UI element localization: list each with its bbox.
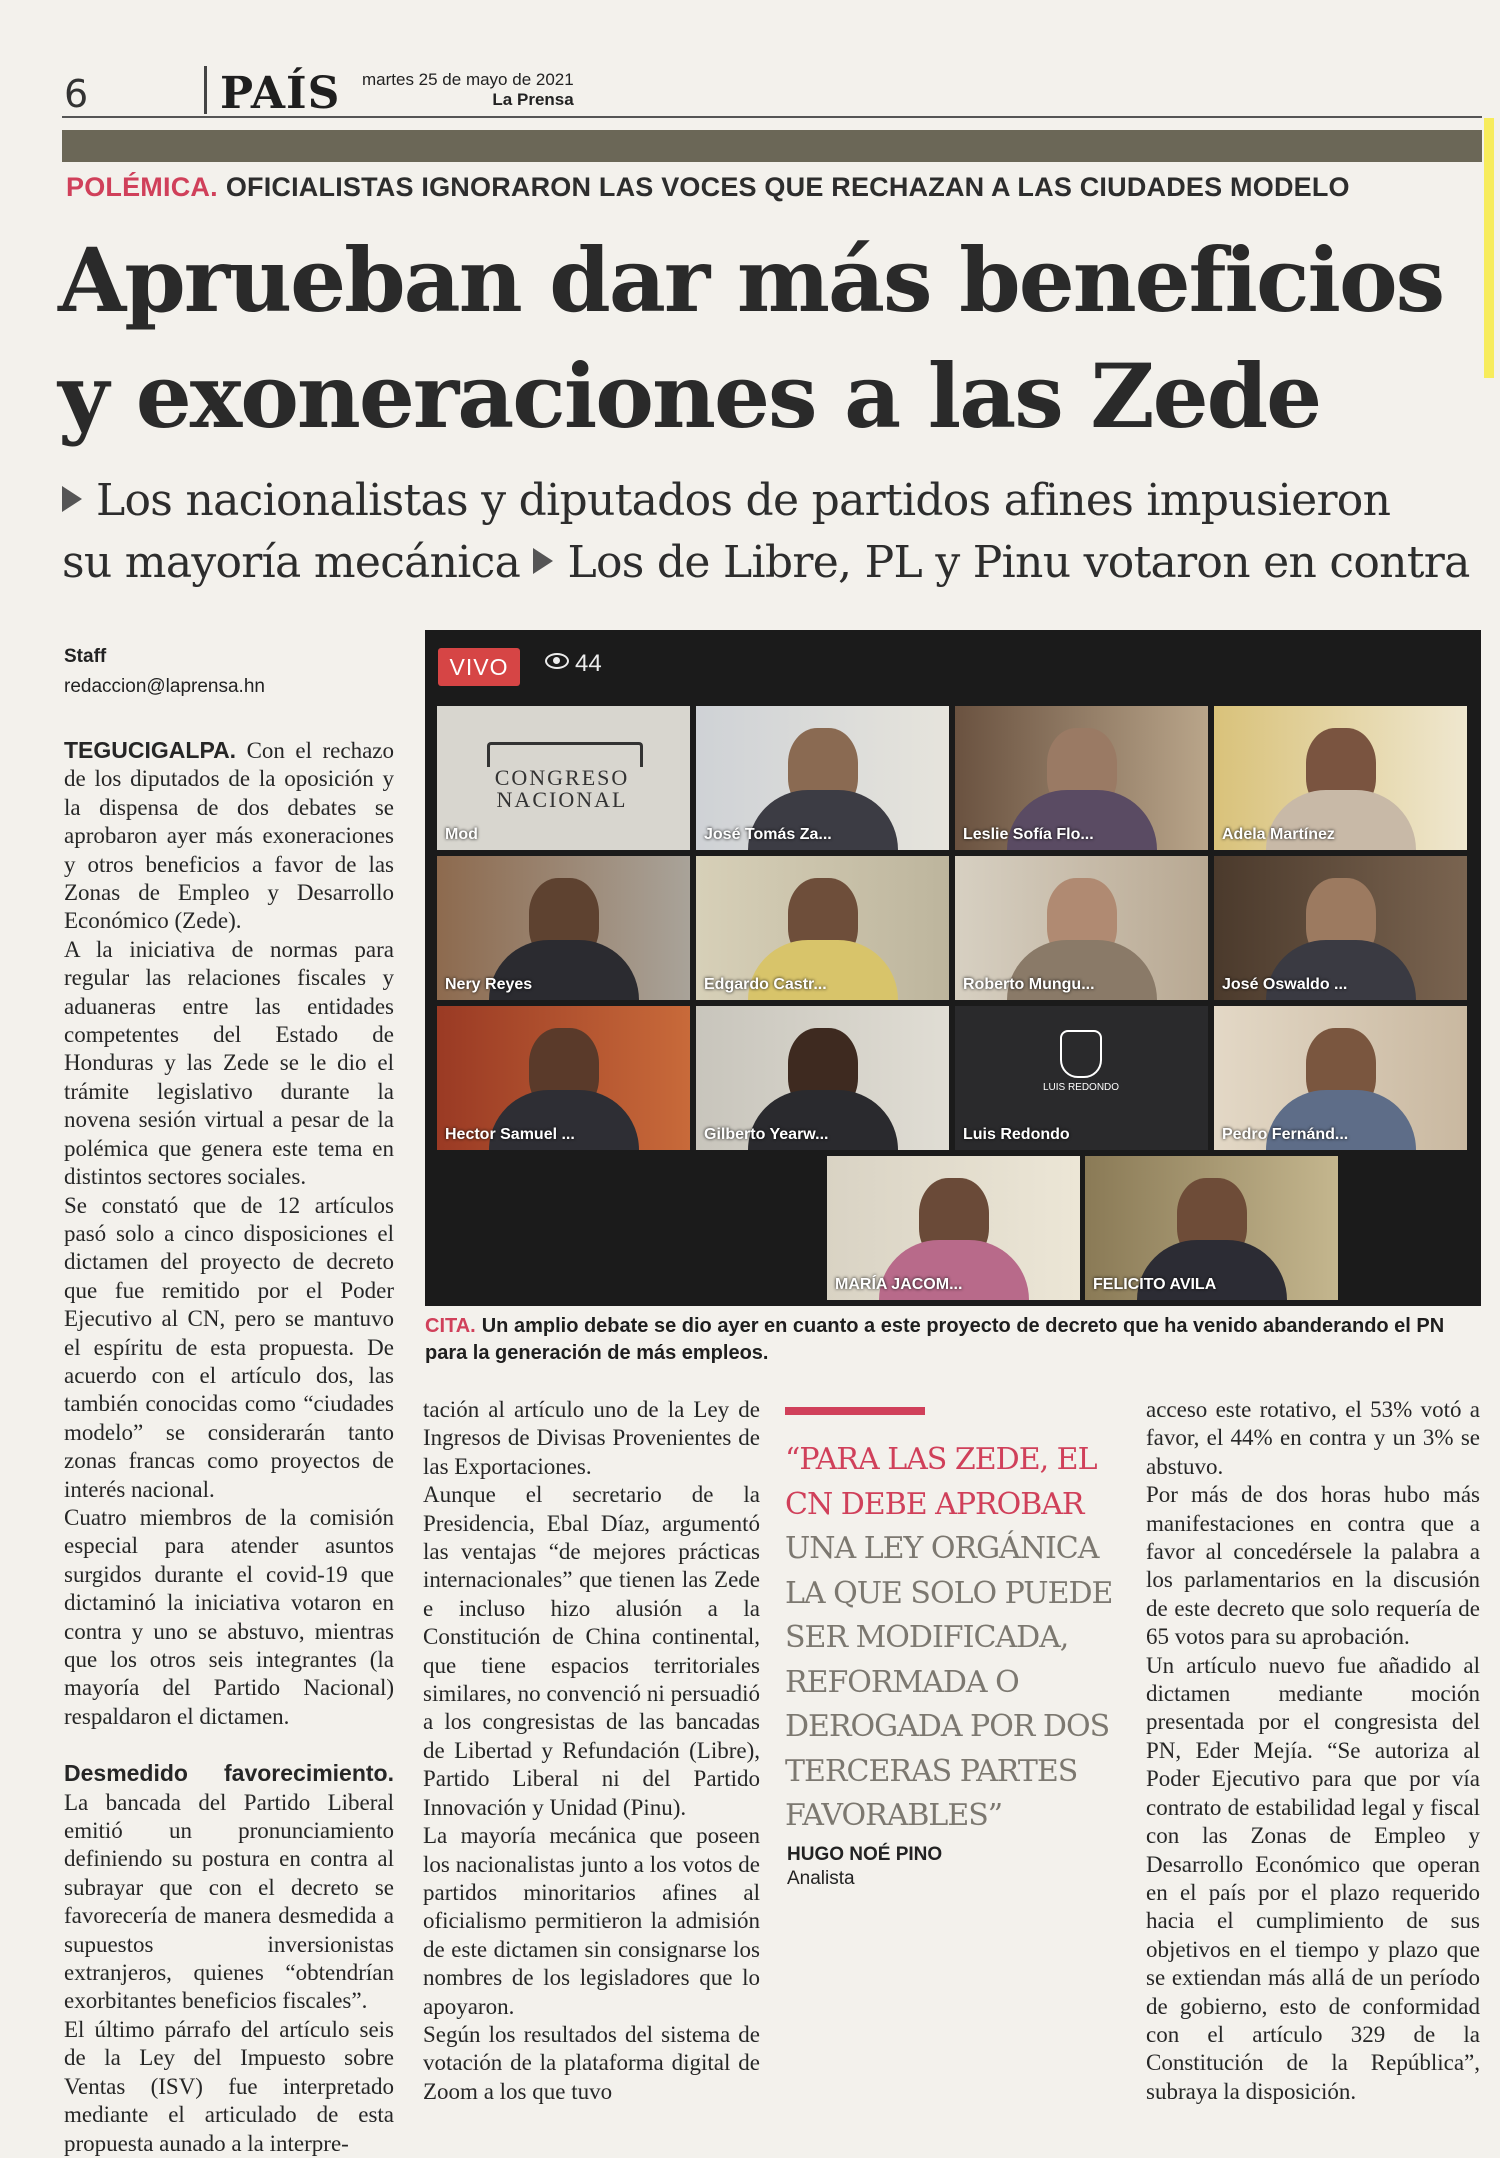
- page-header: [62, 58, 1482, 118]
- deck-text-1: Los nacionalistas y diputados de partidos afines impusieron: [96, 475, 1391, 526]
- paragraph-text: Con el rechazo de los diputados de la oposición y la dispensa de dos debates se aprobaron ayer más exoneraciones y otros beneficios a favor de las Zonas de Empleo y Desarrollo Económico (Zede).: [64, 738, 395, 934]
- deck-line-2: [62, 532, 1492, 594]
- publication-name: La Prensa: [492, 90, 574, 109]
- paragraph: [64, 1759, 394, 2016]
- participant-name: Edgardo Castr...: [704, 976, 827, 993]
- issue-date: martes 25 de mayo de 2021: [362, 70, 574, 89]
- kicker: [66, 172, 1350, 203]
- congreso-logo: [477, 742, 647, 811]
- eye-icon: [545, 653, 569, 669]
- paragraph: A la iniciativa de normas para regular las relaciones fiscales y aduaneras entre las entidades competentes del Estado de Honduras y las Zede se le dio el trámite legislativo durante la novena sesión virtual a pesar de la polémica que genera este tema en distintos sectores sociales.: [64, 936, 394, 1190]
- triangle-bullet-icon: [533, 548, 553, 574]
- participant-name: FELICITO AVILA: [1093, 1276, 1217, 1293]
- participant-name: Gilberto Yearw...: [704, 1126, 829, 1143]
- byline: [64, 642, 265, 702]
- paragraph: Según los resultados del sistema de votación de la plataforma digital de Zoom a los que tuvo: [423, 2021, 760, 2104]
- participant-tile: [437, 856, 690, 1000]
- host-logo: [1041, 1030, 1121, 1093]
- paragraph: Un artículo nuevo fue añadido al dictamen mediante moción presentada por el congresista del PN, Eder Mejía. “Se autoriza al Poder Ejecutivo para que por vía contrato de estabilidad legal y fiscal con las Zonas de Empleo y Desarrollo Económico que operan en el país por el plazo requerido hacia el cumplimiento de sus objetivos en el tiempo y plazo que se extiendan más allá de un período de gobierno, esto de conformidad con el artículo 329 de la Constitución de la República”, subraya la disposición.: [1146, 1652, 1480, 2104]
- paragraph: Por más de dos horas hubo más manifestaciones en contra que a favor al concedérsele la palabra a los parlamentarios en la discusión de este decreto que solo requería de 65 votos para su aprobación.: [1146, 1482, 1480, 1650]
- participant-name: Mod: [445, 826, 478, 843]
- paragraph: [64, 736, 394, 936]
- page-number: 6: [64, 72, 89, 116]
- photo-caption: [425, 1313, 1485, 1367]
- session-photo: [425, 630, 1481, 1306]
- caption-label: CITA.: [425, 1315, 476, 1337]
- triangle-bullet-icon: [62, 486, 82, 512]
- deck: [62, 470, 1492, 594]
- viewer-count: [545, 650, 602, 678]
- headline: [58, 222, 1498, 454]
- deck-text-2: su mayoría mecánica: [62, 537, 521, 588]
- quote-author: HUGO NOÉ PINO: [787, 1844, 943, 1865]
- paragraph: El último párrafo del artículo seis de la Ley del Impuesto sobre Ventas (ISV) fue interpretado mediante el articulado de esta propuesta aunado a la interpre-: [64, 2016, 394, 2156]
- paragraph: Aunque el secretario de la Presidencia, Ebal Díaz, argumentó las ventajas “de mejores prácticas internacionales” que tienen las Zede e incluso hizo alusión a la Constitución de China continental, que tiene espacios territoriales similares, no convenció ni persuadió a los congresistas de las bancadas de Libertad y Refundación (Libre), Partido Liberal ni del Partido Innovación y Unidad (Pinu).: [423, 1482, 760, 1820]
- pull-quote: [785, 1438, 1115, 1839]
- caption-text: Un amplio debate se dio ayer en cuanto a este proyecto de decreto que ha venido abanderando el PN para la generación de más empleos.: [425, 1315, 1445, 1364]
- byline-author: Staff: [64, 646, 107, 667]
- participant-tile: [1214, 1006, 1467, 1150]
- participant-tile: [437, 1006, 690, 1150]
- participant-name: MARÍA JACOM...: [835, 1276, 963, 1293]
- participant-name: Adela Martínez: [1222, 826, 1335, 843]
- paragraph: Se constató que de 12 artículos pasó solo a cinco disposiciones el dictamen del proyecto de decreto que fue remitido por el Poder Ejecutivo al CN, pero se mantuvo el espíritu de esta propuesta. De acuerdo con el artículo dos, las también conocidas como “ciudades modelo” se considerarán tanto zonas francas como proyectos de interés nacional.: [64, 1192, 394, 1502]
- logo-text-1: CONGRESO: [494, 765, 630, 790]
- participant-name: Leslie Sofía Flo...: [963, 826, 1094, 843]
- participant-name: Nery Reyes: [445, 976, 533, 993]
- participant-tile: [696, 856, 949, 1000]
- paragraph: Cuatro miembros de la comisión especial para atender asuntos surgidos durante el covid-19 que dictaminó la iniciativa votaron en contra y uno se abstuvo, mientras que los otros seis integrantes (la mayoría del Partido Nacional) respaldaron el dictamen.: [64, 1504, 394, 1729]
- kicker-label: POLÉMICA.: [66, 172, 218, 202]
- article-column-3: [1146, 1396, 1480, 2106]
- article-column-2: [423, 1396, 760, 2106]
- host-logo-text: LUIS REDONDO: [1042, 1082, 1120, 1093]
- headline-line-2: y exoneraciones a las Zede: [58, 344, 1321, 448]
- participant-tile: [696, 1006, 949, 1150]
- participant-tile: [955, 1006, 1208, 1150]
- participant-name: José Tomás Za...: [704, 826, 832, 843]
- participant-name: José Oswaldo ...: [1222, 976, 1348, 993]
- paragraph-text: La bancada del Partido Liberal emitió un pronunciamiento definiendo su postura en contra al subrayar que con el decreto se favorecería de manera desmedida a supuestos inversionistas extranjeros, quienes “obtendrían exorbitantes beneficios fiscales”.: [64, 1789, 394, 2014]
- quote-attribution: [787, 1843, 942, 1891]
- deck-line-1: [62, 470, 1492, 532]
- participant-name: Roberto Mungu...: [963, 976, 1095, 993]
- participant-tile: [1214, 706, 1467, 850]
- quote-author-role: Analista: [787, 1868, 855, 1889]
- live-badge: VIVO: [438, 648, 520, 686]
- pull-quote-highlight: “PARA LAS ZEDE, EL CN DEBE APROBAR: [785, 1442, 1097, 1522]
- participant-tile: [1085, 1156, 1338, 1300]
- paragraph: acceso este rotativo, el 53% votó a favor, el 44% en contra y un 3% se abstuvo.: [1146, 1397, 1480, 1479]
- header-rule-bar: [62, 130, 1482, 162]
- subhead: Desmedido favorecimiento.: [64, 1760, 394, 1787]
- participant-tile: [437, 706, 690, 850]
- headline-line-1: Aprueban dar más beneficios: [58, 228, 1444, 332]
- participant-tile: [827, 1156, 1080, 1300]
- participant-name: Luis Redondo: [963, 1126, 1070, 1143]
- quote-accent-bar: [785, 1407, 925, 1415]
- participant-name: Pedro Fernánd...: [1222, 1126, 1349, 1143]
- section-name: PAÍS: [220, 68, 341, 119]
- header-divider: [204, 66, 207, 114]
- paragraph: La mayoría mecánica que poseen los nacionalistas junto a los votos de partidos minoritarios afines al oficialismo permitieron la admisión de este dictamen sin consignarse los nombres de los legisladores que lo apoyaron.: [423, 1823, 760, 2019]
- participant-tile: [955, 856, 1208, 1000]
- participant-name: Hector Samuel ...: [445, 1126, 575, 1143]
- article-column-1: [64, 736, 394, 2158]
- deck-text-3: Los de Libre, PL y Pinu votaron en contra: [567, 537, 1470, 588]
- participant-tile: [1214, 856, 1467, 1000]
- date-block: [362, 70, 574, 110]
- kicker-text: OFICIALISTAS IGNORARON LAS VOCES QUE RECHAZAN A LAS CIUDADES MODELO: [225, 172, 1350, 202]
- pull-quote-text: UNA LEY ORGÁNICA LA QUE SOLO PUEDE SER MODIFICADA, REFORMADA O DEROGADA POR DOS TERCERAS PARTES FAVORABLES”: [785, 1531, 1113, 1833]
- participant-tile: [696, 706, 949, 850]
- logo-text-2: NACIONAL: [496, 787, 628, 812]
- participant-tile: [955, 706, 1208, 850]
- dateline: TEGUCIGALPA.: [64, 737, 237, 763]
- viewer-count-value: 44: [575, 650, 602, 677]
- byline-email[interactable]: redaccion@laprensa.hn: [64, 676, 265, 697]
- emblem-icon: [1060, 1030, 1102, 1078]
- paragraph: tación al artículo uno de la Ley de Ingresos de Divisas Provenientes de las Exportaciones.: [423, 1397, 760, 1479]
